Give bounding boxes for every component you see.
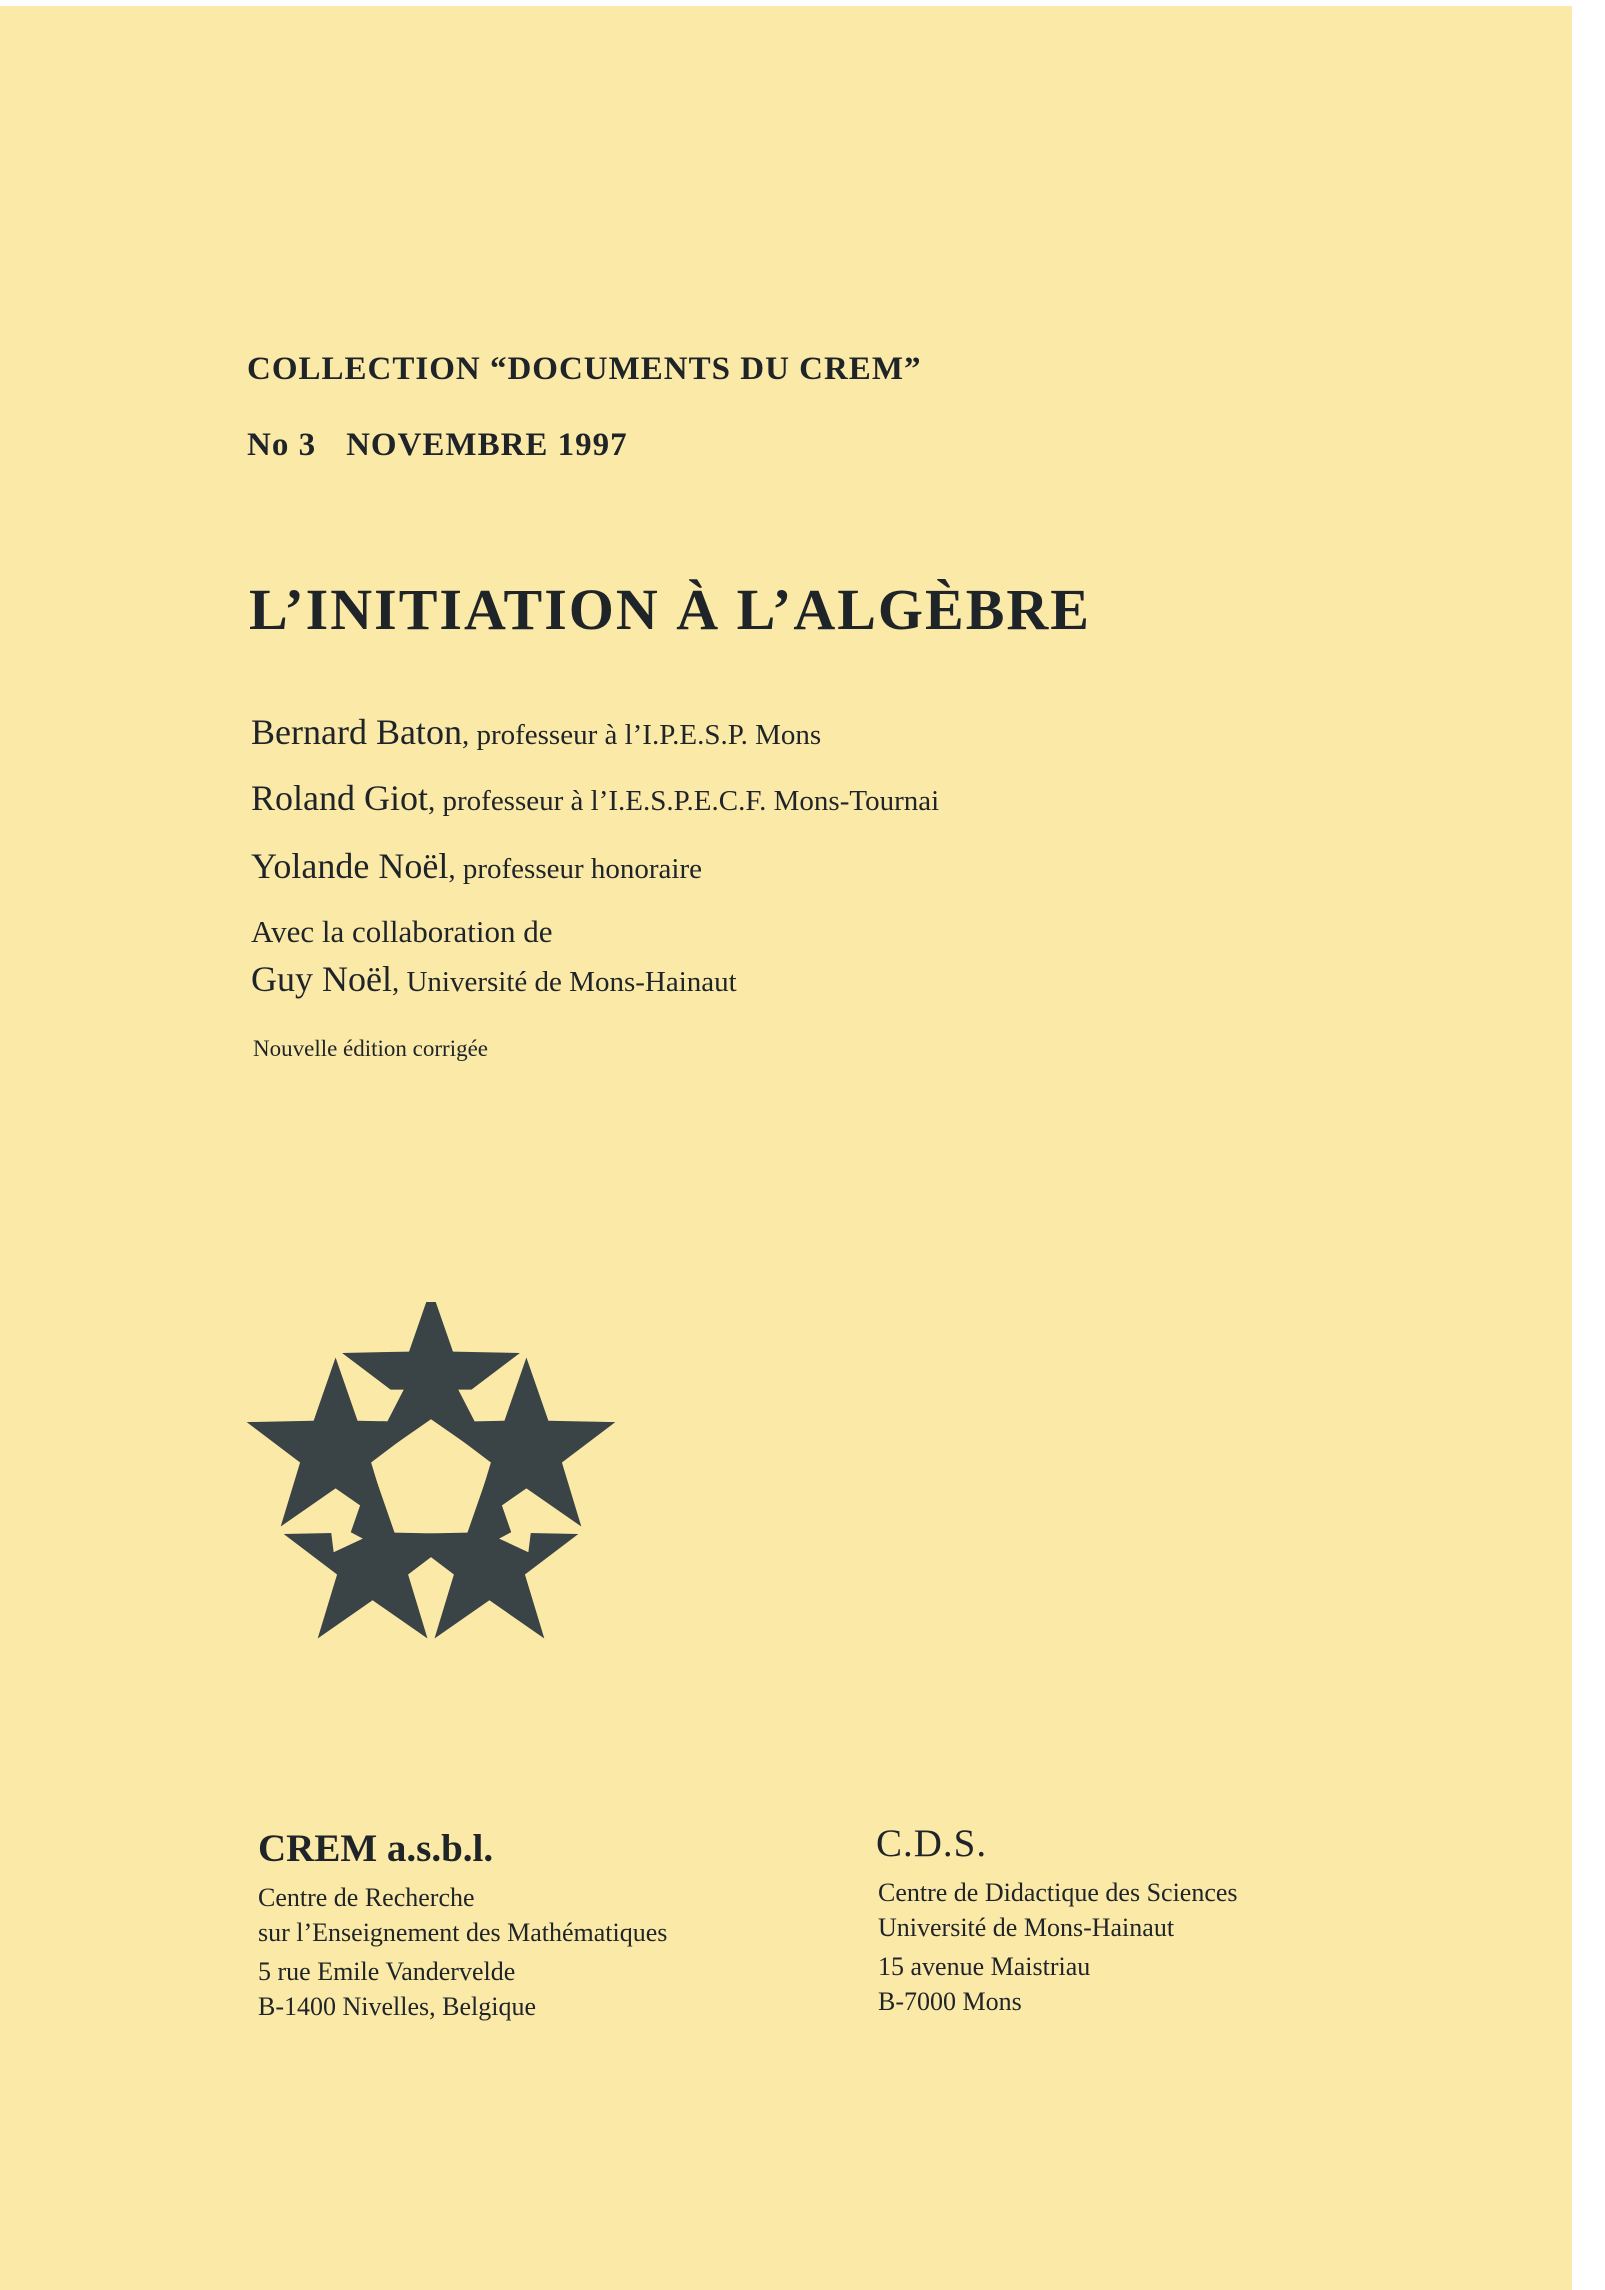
address-line: B-7000 Mons bbox=[878, 1987, 1022, 2016]
author-line bbox=[251, 845, 702, 887]
author-name: Roland Giot bbox=[251, 778, 428, 818]
address-line: sur l’Enseignement des Mathématiques bbox=[258, 1918, 668, 1947]
crem-address bbox=[258, 1880, 667, 2024]
cds-name: C.D.S. bbox=[876, 1822, 988, 1865]
collaborator-name: Guy Noël bbox=[251, 959, 392, 999]
issue-number: No 3 bbox=[247, 427, 317, 463]
address-line: 15 avenue Maistriau bbox=[878, 1952, 1091, 1981]
cover-page bbox=[0, 6, 1572, 2290]
five-stars-pentagon-logo-icon bbox=[236, 1302, 626, 1670]
address-line: Université de Mons-Hainaut bbox=[878, 1913, 1175, 1942]
author-role: , professeur à l’I.E.S.P.E.C.F. Mons-Tournai bbox=[428, 785, 940, 817]
edition-note: Nouvelle édition corrigée bbox=[253, 1036, 489, 1061]
address-line: Centre de Recherche bbox=[258, 1883, 475, 1912]
issue-date: NOVEMBRE 1997 bbox=[346, 427, 628, 463]
author-role: , professeur honoraire bbox=[448, 853, 702, 885]
author-role: , professeur à l’I.P.E.S.P. Mons bbox=[461, 719, 822, 751]
collaboration-lead: Avec la collaboration de bbox=[251, 914, 553, 949]
author-line bbox=[251, 777, 939, 819]
address-line: 5 rue Emile Vandervelde bbox=[258, 1957, 516, 1986]
author-name: Yolande Noël bbox=[251, 846, 449, 886]
author-line bbox=[251, 711, 821, 753]
crem-name: CREM a.s.b.l. bbox=[258, 1827, 494, 1870]
author-name: Bernard Baton bbox=[251, 712, 462, 752]
collaborator-role: , Université de Mons-Hainaut bbox=[391, 966, 737, 998]
issue-line bbox=[247, 427, 628, 464]
collection-title: COLLECTION “DOCUMENTS DU CREM” bbox=[247, 351, 922, 387]
address-line: B-1400 Nivelles, Belgique bbox=[258, 1992, 537, 2021]
cds-address bbox=[878, 1875, 1238, 2019]
collaborator-line bbox=[251, 958, 737, 1000]
address-line: Centre de Didactique des Sciences bbox=[878, 1878, 1238, 1907]
document-title: L’INITIATION À L’ALGÈBRE bbox=[249, 577, 1091, 642]
